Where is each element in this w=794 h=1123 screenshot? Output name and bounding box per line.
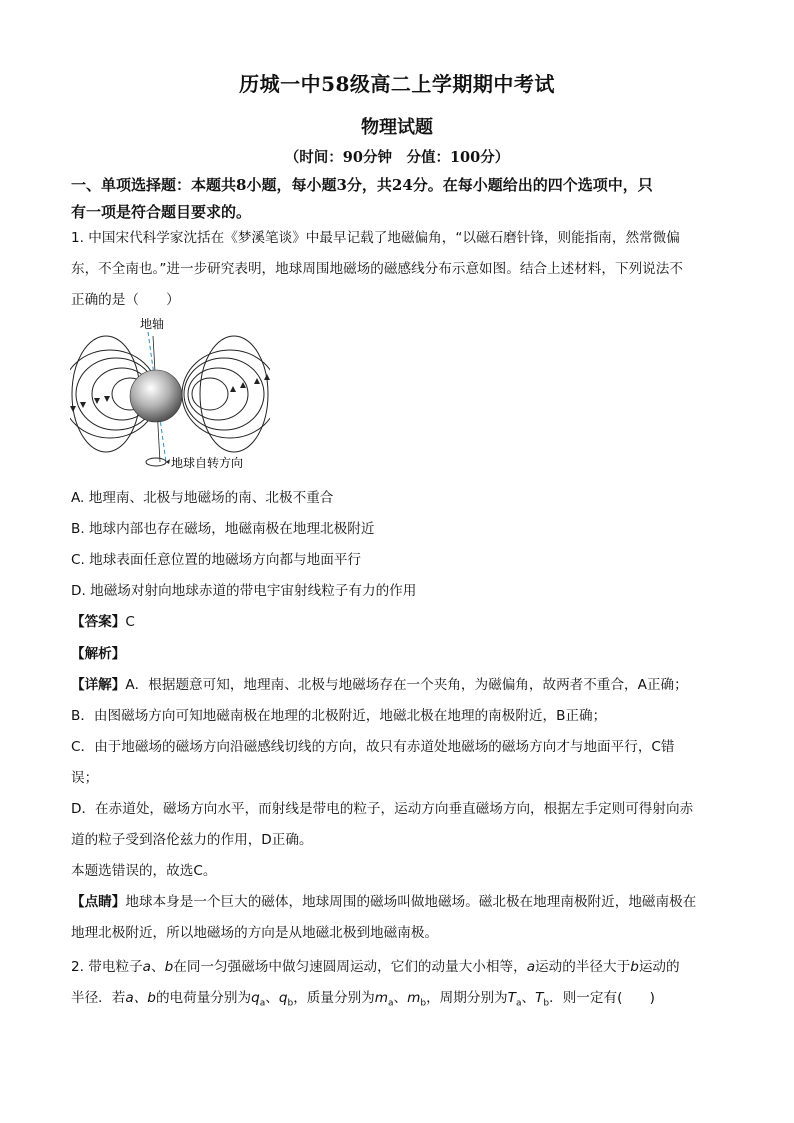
q2-text: 在同一匀强磁场中做匀速圆周运动，它们的动量大小相等， bbox=[173, 959, 527, 975]
q2-text: ．则一定有( ) bbox=[549, 990, 655, 1006]
field-arrow-icon bbox=[264, 374, 270, 380]
detail-text: A．根据题意可知，地理南、北极与地磁场存在一个夹角，为磁偏角，故两者不重合，A正确； bbox=[125, 677, 688, 693]
var-q: q bbox=[278, 990, 288, 1006]
q1-option-c: C. 地球表面任意位置的地磁场方向都与地面平行 bbox=[71, 552, 362, 568]
earth-sphere bbox=[130, 370, 182, 422]
section-heading-line-2: 有一项是符合题目要求的。 bbox=[71, 203, 252, 221]
exam-subject: 物理试题 bbox=[361, 117, 433, 138]
field-arrow-icon bbox=[70, 406, 76, 412]
section-heading bbox=[71, 172, 721, 226]
sub-a: a bbox=[259, 998, 266, 1009]
field-line bbox=[182, 350, 270, 438]
field-line bbox=[188, 368, 248, 420]
q1-option-b: B. 地球内部也存在磁场，地磁南极在地理北极附近 bbox=[71, 521, 375, 537]
var-a: a bbox=[526, 959, 536, 975]
sub-a: a bbox=[515, 998, 522, 1009]
sub-a: a bbox=[388, 998, 394, 1009]
sub-b: b bbox=[287, 998, 294, 1009]
q1-answer bbox=[71, 610, 731, 630]
q2-sep: 、 bbox=[151, 959, 165, 975]
q1-stem-line-1: 1. 中国宋代科学家沈括在《梦溪笔谈》中最早记载了地磁偏角，“以磁石磨针锋，则能指南，然常微偏 bbox=[71, 230, 680, 246]
q2-text: ，质量分别为 bbox=[293, 990, 375, 1006]
q1-analysis bbox=[71, 642, 731, 662]
field-arrow-icon bbox=[80, 402, 86, 408]
q1-detail-line-6: 道的粒子受到洛伦兹力的作用，D正确。 bbox=[71, 832, 313, 848]
q2-stem-line-2 bbox=[71, 986, 731, 1009]
q2-text: 半径．若 bbox=[71, 990, 126, 1006]
rotation-label: 地球自转方向 bbox=[171, 456, 244, 470]
section-heading-line-1: 一、单项选择题：本题共8小题，每小题3分，共24分。在每小题给出的四个选项中，只 bbox=[71, 176, 653, 194]
q2-sep: 、 bbox=[393, 990, 408, 1006]
q2-text: 运动的半径大于 bbox=[535, 959, 631, 975]
analysis-tag: 【解析】 bbox=[71, 646, 126, 662]
q2-stem-line-1 bbox=[71, 955, 731, 975]
exam-meta: （时间：90分钟 分值：100分） bbox=[284, 149, 510, 166]
field-arrow-icon bbox=[104, 396, 110, 402]
q1-detail-line-3: C．由于地磁场的磁场方向沿磁感线切线的方向，故只有赤道处地磁场的磁场方向才与地面平行，C错 bbox=[71, 739, 675, 755]
q1-conclusion: 本题选错误的，故选C。 bbox=[71, 863, 217, 879]
q2-text: 2. 带电粒子 bbox=[71, 959, 143, 975]
var-q: q bbox=[251, 990, 260, 1006]
q1-option-d: D. 地磁场对射向地球赤道的带电宇宙射线粒子有力的作用 bbox=[71, 583, 417, 599]
answer-tag: 【答案】 bbox=[71, 614, 126, 630]
field-arrow-icon bbox=[94, 398, 100, 404]
var-b: b bbox=[630, 959, 639, 975]
field-arrow-icon bbox=[230, 386, 236, 392]
q1-comment-line-1 bbox=[71, 890, 731, 910]
q2-sep: 、 bbox=[265, 990, 279, 1006]
q2-text: 运动的 bbox=[638, 959, 680, 975]
q1-option-a: A. 地理南、北极与地磁场的南、北极不重合 bbox=[71, 490, 334, 506]
var-m: m bbox=[374, 990, 389, 1006]
var-b: b bbox=[164, 959, 174, 975]
sub-b: b bbox=[543, 998, 550, 1009]
q1-stem-line-3: 正确的是（ ） bbox=[71, 292, 180, 308]
q1-detail-line-4: 误； bbox=[71, 770, 99, 786]
var-ab: a、b bbox=[125, 990, 156, 1006]
q1-detail-line-5: D．在赤道处，磁场方向水平，而射线是带电的粒子，运动方向垂直磁场方向，根据左手定则可得射向赤 bbox=[71, 801, 694, 817]
sub-b: b bbox=[420, 998, 427, 1009]
q1-comment-line-2: 地理北极附近，所以地磁场的方向是从地磁北极到地磁南极。 bbox=[71, 925, 439, 941]
comment-tag: 【点睛】 bbox=[71, 894, 126, 910]
earth-magnetic-field-figure bbox=[70, 312, 270, 474]
q2-text: ，周期分别为 bbox=[426, 990, 508, 1006]
rotation-arrow-icon bbox=[146, 458, 166, 466]
q2-sep: 、 bbox=[521, 990, 536, 1006]
axis-label: 地轴 bbox=[140, 317, 165, 331]
q1-detail-line-2: B．由图磁场方向可知地磁南极在地理的北极附近，地磁北极在地理的南极附近，B正确； bbox=[71, 708, 607, 724]
q1-detail-line-1 bbox=[71, 673, 731, 693]
field-arrow-icon bbox=[254, 378, 260, 384]
rotation-arrowhead-icon bbox=[166, 459, 170, 464]
q1-stem-line-2: 东，不全南也。”进一步研究表明，地球周围地磁场的磁感线分布示意如图。结合上述材料，下列说法不 bbox=[71, 261, 683, 277]
field-line bbox=[200, 336, 268, 452]
var-T: T bbox=[535, 990, 544, 1006]
var-T: T bbox=[507, 990, 516, 1006]
var-m: m bbox=[407, 990, 421, 1006]
field-line bbox=[192, 378, 228, 410]
q2-text: 的电荷量分别为 bbox=[155, 990, 252, 1006]
comment-text: 地球本身是一个巨大的磁体，地球周围的磁场叫做地磁场。磁北极在地理南极附近，地磁南极在 bbox=[125, 894, 697, 910]
var-a: a bbox=[142, 959, 152, 975]
detail-tag: 【详解】 bbox=[71, 677, 126, 693]
exam-title: 历城一中58级高二上学期期中考试 bbox=[239, 72, 555, 96]
answer-value: C bbox=[125, 614, 135, 630]
